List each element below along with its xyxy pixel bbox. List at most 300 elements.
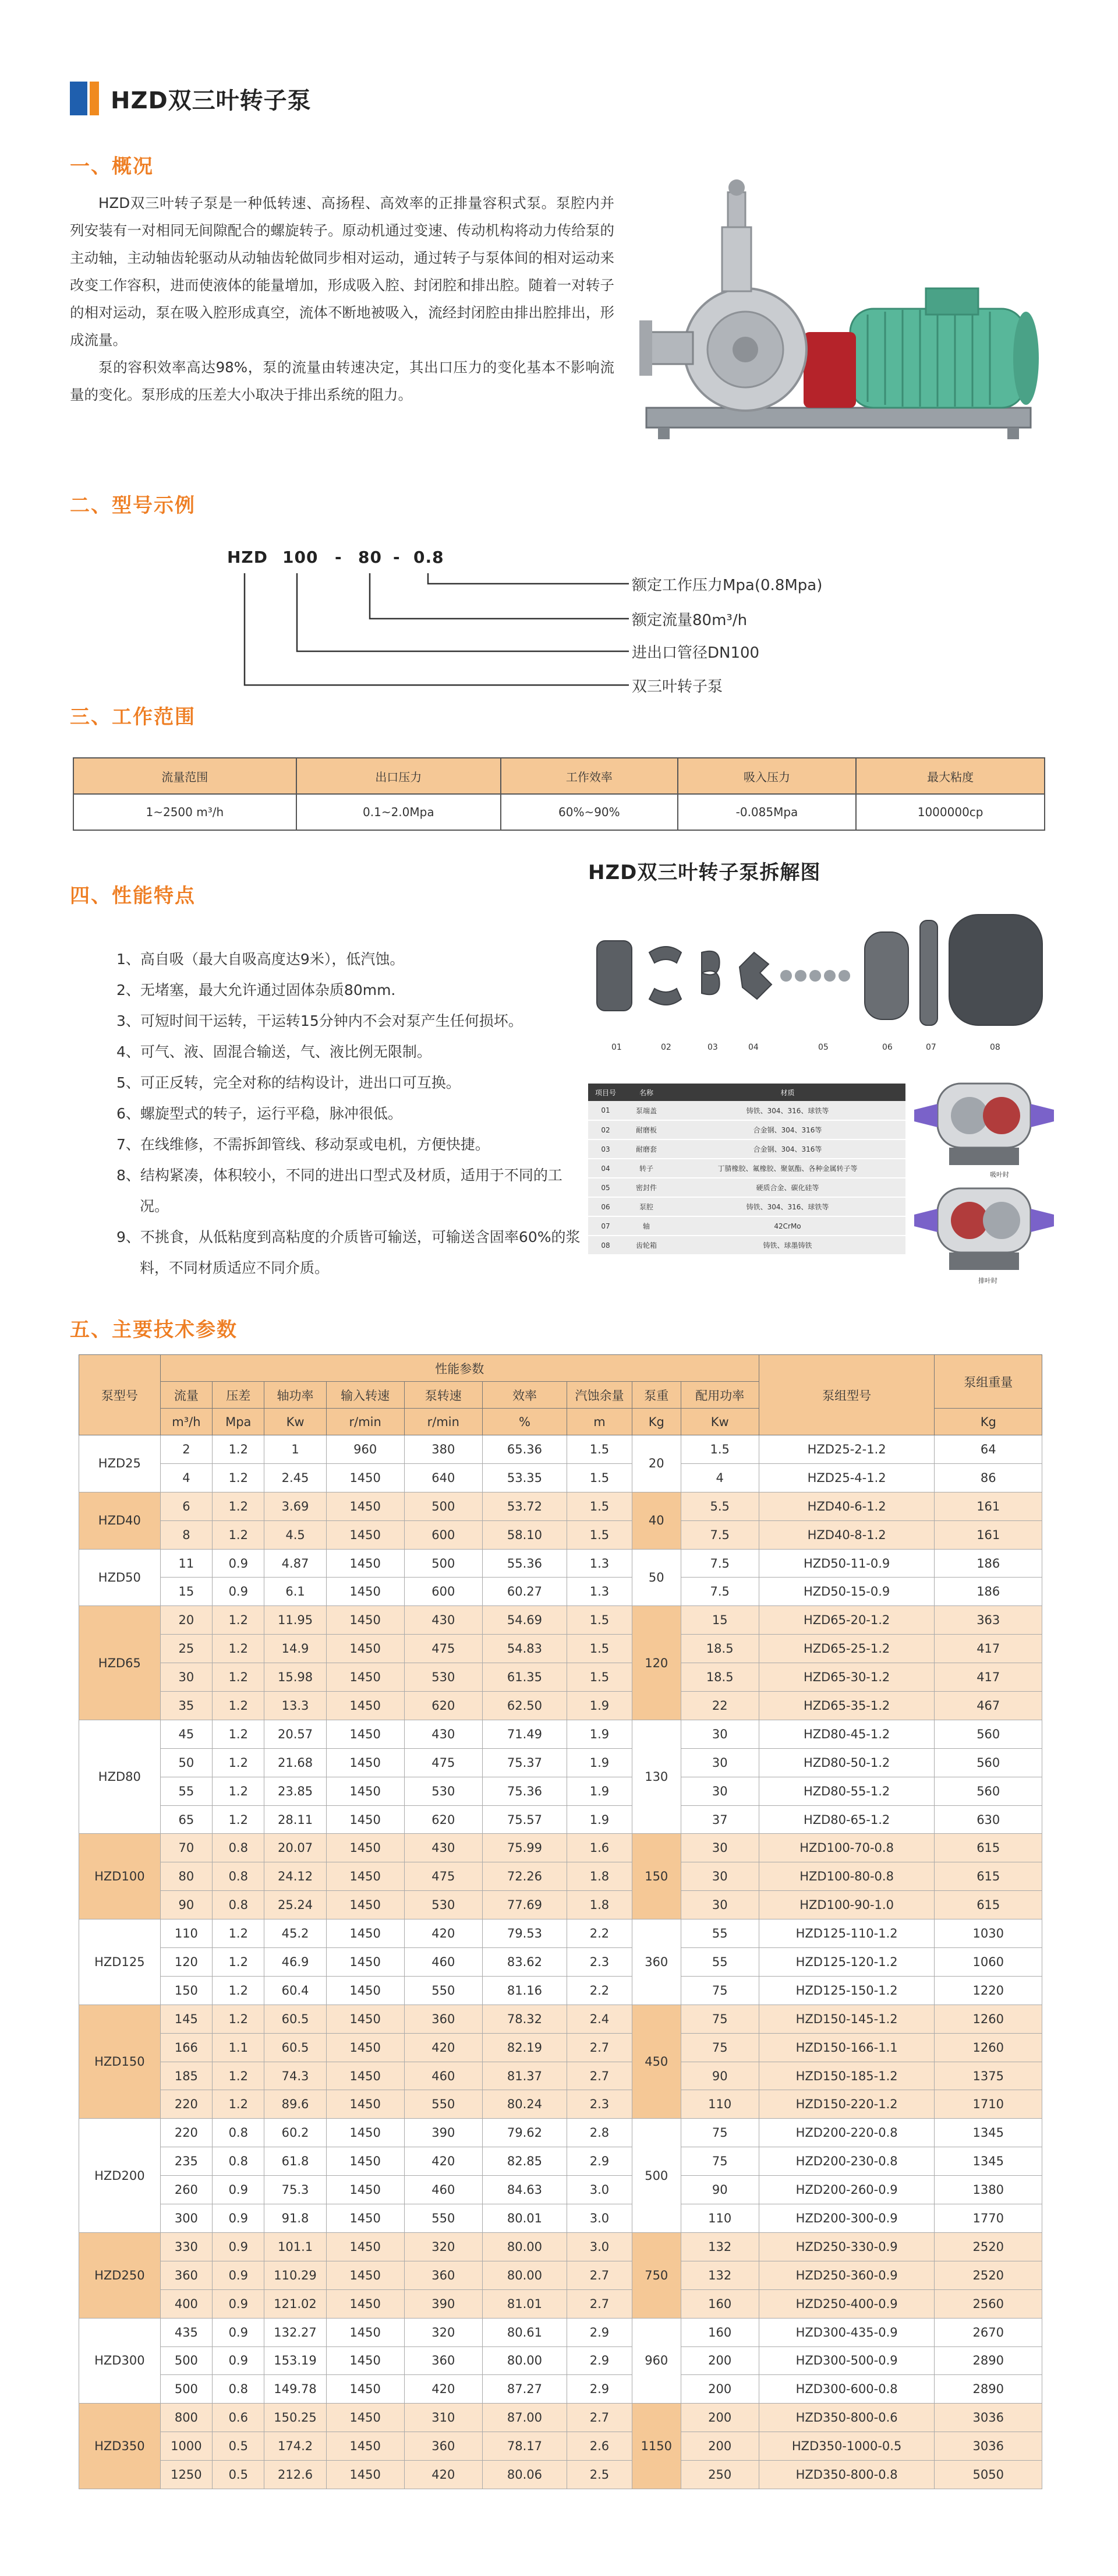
overview-text [70,189,614,408]
specs-unit-header: r/min [326,1409,404,1435]
specs-cell: 77.69 [482,1891,567,1919]
range-header: 工作效率 [501,758,678,794]
part-02-shape [649,947,681,1005]
specs-cell: 8 [160,1520,212,1549]
specs-row [79,2204,1042,2233]
specs-cell: 121.02 [264,2289,326,2318]
specs-cell: 80.00 [482,2346,567,2375]
specs-cell: 600 [404,1520,482,1549]
specs-row [79,2375,1042,2404]
specs-cell: 1 [264,1435,326,1464]
specs-cell: 400 [160,2289,212,2318]
specs-pump-model: HZD350 [79,2404,161,2489]
parts-cell: 合金钢、304、316等 [670,1139,905,1159]
specs-cell: 3.0 [567,2232,632,2261]
specs-unit-weight-cell: 1030 [935,1919,1042,1948]
specs-cell: 23.85 [264,1777,326,1805]
specs-cell: 420 [404,1919,482,1948]
title-mark-orange [90,82,99,115]
specs-cell: 0.8 [213,1862,264,1891]
specs-cell: 37 [681,1805,759,1834]
part-08-shape [949,915,1042,1025]
parts-cell: 01 [588,1101,623,1120]
model-desc-diameter: 进出口管径DN100 [632,644,760,662]
parts-cell: 泵腔 [623,1197,670,1216]
specs-cell: 90 [160,1891,212,1919]
specs-cell: 1.5 [567,1492,632,1520]
specs-unit-weight-cell: 1345 [935,2119,1042,2147]
specs-pump-weight: 50 [632,1549,681,1606]
parts-row [588,1236,905,1255]
specs-cell: 1450 [326,1492,404,1520]
parts-cell: 转子 [623,1159,670,1178]
parts-cell: 密封件 [623,1178,670,1197]
specs-unit-header: Mpa [213,1409,264,1435]
specs-cell: 2.6 [567,2432,632,2461]
parts-cell: 02 [588,1120,623,1139]
specs-cell: 55 [681,1919,759,1948]
specs-cell: 1450 [326,1919,404,1948]
specs-cell: 3.0 [567,2204,632,2233]
specs-unit-model-cell: HZD65-35-1.2 [759,1692,935,1720]
specs-row [79,2346,1042,2375]
specs-cell: 460 [404,1948,482,1977]
specs-row [79,2318,1042,2346]
specs-cell: 1450 [326,2261,404,2289]
specs-cell: 80.00 [482,2261,567,2289]
specs-cell: 2.9 [567,2147,632,2176]
specs-unit-model-cell: HZD300-435-0.9 [759,2318,935,2346]
specs-cell: 101.1 [264,2232,326,2261]
specs-cell: 0.9 [213,1549,264,1578]
specs-unit-model-cell: HZD125-120-1.2 [759,1948,935,1977]
specs-pump-model: HZD25 [79,1435,161,1492]
parts-row [588,1178,905,1197]
range-value: 0.1~2.0Mpa [296,794,501,830]
specs-row [79,1862,1042,1891]
specs-cell: 15 [160,1578,212,1606]
specs-cell: 7.5 [681,1549,759,1578]
specs-unit-weight-cell: 1710 [935,2090,1042,2119]
specs-cell: 2.45 [264,1463,326,1492]
specs-row [79,2090,1042,2119]
specs-cell: 0.9 [213,2261,264,2289]
specs-cell: 330 [160,2232,212,2261]
specs-cell: 80.24 [482,2090,567,2119]
specs-cell: 2.9 [567,2346,632,2375]
model-code-flow: 80 [358,548,382,567]
specs-cell: 1.2 [213,1976,264,2005]
specs-cell: 420 [404,2375,482,2404]
specs-cell: 0.9 [213,2204,264,2233]
specs-cell: 1.2 [213,1692,264,1720]
specs-cell: 110 [681,2090,759,2119]
specs-cell: 220 [160,2119,212,2147]
specs-unit-weight-cell: 186 [935,1549,1042,1578]
specs-cell: 1450 [326,1692,404,1720]
specs-cell: 75 [681,2147,759,2176]
specs-cell: 1450 [326,1720,404,1748]
specs-cell: 1450 [326,2432,404,2461]
specs-cell: 75.3 [264,2176,326,2204]
specs-unit-model-cell: HZD350-1000-0.5 [759,2432,935,2461]
specs-cell: 1.2 [213,1463,264,1492]
specs-unit-model-cell: HZD65-20-1.2 [759,1606,935,1635]
specs-cell: 1.9 [567,1748,632,1777]
specs-unit-weight-cell: 2560 [935,2289,1042,2318]
specs-cell: 1450 [326,2404,404,2432]
overview-paragraph-1: HZD双三叶转子泵是一种低转速、高扬程、高效率的正排量容积式泵。泵腔内并列安装有一对相同无间隙配合的螺旋转子。原动机通过变速、传动机构将动力传给泵的主动轴，主动轴齿轮驱动从动轴齿轮做同步相对运动，通过转子与泵体间的相对运动来改变工作容积，进而使液体的能量增加，形成吸入腔、封闭腔和排出腔。随着一对转子的相对运动，泵在吸入腔形成真空，流体不断地被吸入，流经封闭腔由排出腔排出，形成流量。 [70,195,614,348]
specs-cell: 166 [160,2033,212,2062]
specs-cell: 3.69 [264,1492,326,1520]
model-heading: 二、型号示例 [70,494,196,517]
specs-cell: 1450 [326,1976,404,2005]
specs-cell: 1450 [326,2346,404,2375]
specs-cell: 55.36 [482,1549,567,1578]
specs-unit-weight-cell: 417 [935,1663,1042,1692]
feature-item: 4、可气、液、固混合输送，气、液比例无限制。 [116,1043,431,1060]
specs-cell: 1450 [326,1891,404,1919]
specs-row [79,1435,1042,1464]
specs-cell: 61.35 [482,1663,567,1692]
parts-cell: 42CrMo [670,1216,905,1236]
specs-unit-weight-cell: 417 [935,1635,1042,1663]
specs-cell: 0.8 [213,1891,264,1919]
specs-unit-model-cell: HZD80-65-1.2 [759,1805,935,1834]
specs-cell: 30 [160,1663,212,1692]
specs-unit-weight-cell: 560 [935,1777,1042,1805]
specs-row [79,2062,1042,2090]
specs-pump-model: HZD200 [79,2119,161,2233]
specs-cell: 20 [160,1606,212,1635]
parts-cell: 合金钢、304、316等 [670,1120,905,1139]
specs-cell: 7.5 [681,1520,759,1549]
specs-cell: 90 [681,2062,759,2090]
specs-row [79,1805,1042,1834]
specs-row [79,2461,1042,2489]
specs-cell: 530 [404,1891,482,1919]
specs-col-header: 轴功率 [264,1382,326,1409]
specs-cell: 30 [681,1862,759,1891]
specs-cell: 1.5 [567,1635,632,1663]
specs-cell: 110 [681,2204,759,2233]
specs-pump-weight: 20 [632,1435,681,1492]
exploded-view-diagram [585,897,1051,1072]
specs-cell: 60.2 [264,2119,326,2147]
specs-cell: 60.5 [264,2005,326,2033]
specs-cell: 13.3 [264,1692,326,1720]
specs-cell: 4.5 [264,1520,326,1549]
specs-cell: 1450 [326,2062,404,2090]
specs-cell: 75 [681,2119,759,2147]
specs-unit-model-cell: HZD40-6-1.2 [759,1492,935,1520]
specs-cell: 1450 [326,2289,404,2318]
specs-col-header: 泵转速 [404,1382,482,1409]
specs-cell: 53.35 [482,1463,567,1492]
specs-cell: 1.2 [213,2090,264,2119]
specs-cell: 960 [326,1435,404,1464]
feature-item: 2、无堵塞，最大允许通过固体杂质80mm. [116,982,396,998]
model-example-diagram [227,548,926,711]
specs-cell: 1.5 [681,1435,759,1464]
specs-cell: 50 [160,1748,212,1777]
specs-cell: 530 [404,1777,482,1805]
specs-cell: 550 [404,2204,482,2233]
specs-cell: 75.36 [482,1777,567,1805]
specs-col-header: 流量 [160,1382,212,1409]
specs-cell: 475 [404,1748,482,1777]
specs-cell: 70 [160,1834,212,1862]
specs-unit-model-cell: HZD150-145-1.2 [759,2005,935,2033]
specs-cell: 1.9 [567,1692,632,1720]
specs-cell: 300 [160,2204,212,2233]
specs-pump-weight: 1150 [632,2404,681,2489]
specs-cell: 35 [160,1692,212,1720]
specs-cell: 132 [681,2232,759,2261]
specs-cell: 600 [404,1578,482,1606]
specs-cell: 1.2 [213,1435,264,1464]
specs-cell: 1450 [326,1834,404,1862]
parts-row [588,1216,905,1236]
exploded-view-title: HZD双三叶转子泵拆解图 [588,861,821,884]
specs-cell: 1450 [326,1805,404,1834]
specs-unit-header: % [482,1409,567,1435]
specs-cell: 1.2 [213,1520,264,1549]
specs-unit-model-cell: HZD65-25-1.2 [759,1635,935,1663]
specs-pump-weight: 130 [632,1720,681,1834]
specs-row [79,1748,1042,1777]
parts-cell: 07 [588,1216,623,1236]
specs-cell: 0.9 [213,2232,264,2261]
specs-cell: 1.2 [213,1748,264,1777]
specs-cell: 84.63 [482,2176,567,2204]
specs-cell: 28.11 [264,1805,326,1834]
specs-cell: 24.12 [264,1862,326,1891]
specs-unit-model-cell: HZD100-90-1.0 [759,1891,935,1919]
parts-cell: 丁腈橡胶、氟橡胶、聚氨酯、各种金属转子等 [670,1159,905,1178]
parts-cell: 03 [588,1139,623,1159]
feature-item: 3、可短时间干运转，干运转15分钟内不会对泵产生任何损坏。 [116,1012,523,1029]
specs-unit-weight-cell: 161 [935,1492,1042,1520]
specs-unit-model-cell: HZD80-45-1.2 [759,1720,935,1748]
specs-cell: 72.26 [482,1862,567,1891]
specs-pump-weight: 450 [632,2005,681,2119]
specs-cell: 80.00 [482,2232,567,2261]
specs-unit-weight-cell: 186 [935,1578,1042,1606]
overview-heading: 一、概况 [70,155,154,178]
specs-cell: 1.8 [567,1862,632,1891]
specs-unit-weight-cell: 363 [935,1606,1042,1635]
specs-cell: 1450 [326,2375,404,2404]
specs-cell: 1.3 [567,1549,632,1578]
specs-unit-weight-cell: 560 [935,1748,1042,1777]
specs-unit-header: Kw [681,1409,759,1435]
specs-unit-model-cell: HZD50-15-0.9 [759,1578,935,1606]
specs-cell: 1.2 [213,1919,264,1948]
specs-col-header: 泵重 [632,1382,681,1409]
specs-pump-weight: 120 [632,1606,681,1720]
specs-pump-model: HZD65 [79,1606,161,1720]
specs-unit-model-cell: HZD150-185-1.2 [759,2062,935,2090]
feature-item: 9、不挑食，从低粘度到高粘度的介质皆可输送，可输送含固率60%的浆料，不同材质适应不同介质。 [116,1229,581,1276]
rotor-cross-section-diagram [914,1078,1054,1287]
part-label: 01 [611,1043,622,1052]
specs-unit-model-cell: HZD125-150-1.2 [759,1976,935,2005]
specs-cell: 20.07 [264,1834,326,1862]
specs-cell: 110.29 [264,2261,326,2289]
specs-cell: 2.7 [567,2404,632,2432]
specs-pump-weight: 360 [632,1919,681,2005]
specs-cell: 81.16 [482,1976,567,2005]
parts-cell: 铸铁、304、316、球铁等 [670,1197,905,1216]
specs-unit-model-cell: HZD25-2-1.2 [759,1435,935,1464]
specs-cell: 18.5 [681,1663,759,1692]
specs-cell: 30 [681,1720,759,1748]
parts-material-table [588,1084,905,1255]
specs-cell: 420 [404,2033,482,2062]
specs-cell: 79.53 [482,1919,567,1948]
specs-cell: 1450 [326,1549,404,1578]
specs-unit-weight-cell: 560 [935,1720,1042,1748]
specs-cell: 420 [404,2461,482,2489]
specs-cell: 2.2 [567,1919,632,1948]
specs-cell: 435 [160,2318,212,2346]
specs-cell: 1.5 [567,1463,632,1492]
specs-cell: 110 [160,1919,212,1948]
specs-cell: 200 [681,2346,759,2375]
specs-cell: 430 [404,1720,482,1748]
specs-unit-weight-cell: 86 [935,1463,1042,1492]
specs-cell: 79.62 [482,2119,567,2147]
specs-cell: 1.2 [213,1663,264,1692]
specs-cell: 30 [681,1891,759,1919]
specs-cell: 80.61 [482,2318,567,2346]
specs-cell: 75 [681,2033,759,2062]
part-label: 05 [818,1043,829,1052]
specs-unit-weight-cell: 615 [935,1862,1042,1891]
specs-cell: 1450 [326,1635,404,1663]
specs-cell: 550 [404,2090,482,2119]
specs-row [79,1549,1042,1578]
specs-unit-model-cell: HZD300-500-0.9 [759,2346,935,2375]
specs-cell: 15.98 [264,1663,326,1692]
specs-cell: 149.78 [264,2375,326,2404]
specs-unit-model-cell: HZD200-230-0.8 [759,2147,935,2176]
specs-cell: 91.8 [264,2204,326,2233]
specs-cell: 2.9 [567,2318,632,2346]
cross-label-suction: 吸叶时 [990,1171,1009,1178]
specs-cell: 5.5 [681,1492,759,1520]
parts-row [588,1197,905,1216]
specs-cell: 71.49 [482,1720,567,1748]
specs-row [79,1891,1042,1919]
specs-cell: 1.1 [213,2033,264,2062]
specs-unit-weight-cell: 1260 [935,2033,1042,2062]
specs-cell: 150.25 [264,2404,326,2432]
specs-cell: 11.95 [264,1606,326,1635]
parts-cell: 泵端盖 [623,1101,670,1120]
specs-cell: 2.7 [567,2033,632,2062]
model-code-dash-1: - [335,548,342,567]
specs-cell: 74.3 [264,2062,326,2090]
specs-cell: 21.68 [264,1748,326,1777]
specs-row [79,2404,1042,2432]
specs-cell: 2.7 [567,2062,632,2090]
specs-pump-model: HZD100 [79,1834,161,1919]
specs-cell: 11 [160,1549,212,1578]
specs-cell: 46.9 [264,1948,326,1977]
parts-cell: 耐磨套 [623,1139,670,1159]
part-03-shape [702,951,720,994]
specs-cell: 220 [160,2090,212,2119]
specs-cell: 1250 [160,2461,212,2489]
specs-col-header: 配用功率 [681,1382,759,1409]
specs-cell: 20.57 [264,1720,326,1748]
specs-row [79,1492,1042,1520]
specs-cell: 132.27 [264,2318,326,2346]
specs-header-unit-weight: 泵组重量 [935,1355,1042,1409]
parts-header: 名称 [623,1084,670,1101]
specs-cell: 1000 [160,2432,212,2461]
model-desc-flow: 额定流量80m³/h [632,612,748,629]
specs-unit-model-cell: HZD250-330-0.9 [759,2232,935,2261]
specs-unit-weight-cell: 2890 [935,2346,1042,2375]
specs-unit-weight-cell: 615 [935,1834,1042,1862]
specs-cell: 83.62 [482,1948,567,1977]
specs-cell: 58.10 [482,1520,567,1549]
page-title-bar [70,82,312,115]
specs-cell: 1450 [326,2176,404,2204]
specs-unit-model-cell: HZD80-55-1.2 [759,1777,935,1805]
specs-cell: 235 [160,2147,212,2176]
parts-cell: 08 [588,1236,623,1255]
specs-cell: 145 [160,2005,212,2033]
specs-unit-model-cell: HZD150-166-1.1 [759,2033,935,2062]
specs-cell: 160 [681,2318,759,2346]
specs-cell: 0.9 [213,2318,264,2346]
specs-unit-weight-unit: Kg [935,1409,1042,1435]
range-value: -0.085Mpa [678,794,857,830]
specs-unit-model-cell: HZD350-800-0.6 [759,2404,935,2432]
specs-cell: 0.8 [213,2147,264,2176]
specs-cell: 25 [160,1635,212,1663]
model-leader-lines [227,548,926,711]
specs-unit-weight-cell: 1260 [935,2005,1042,2033]
specs-cell: 0.6 [213,2404,264,2432]
features-heading: 四、性能特点 [70,884,196,908]
specs-cell: 78.17 [482,2432,567,2461]
parts-cell: 04 [588,1159,623,1178]
range-value: 1~2500 m³/h [73,794,296,830]
specs-cell: 0.5 [213,2432,264,2461]
specs-cell: 0.8 [213,2375,264,2404]
specs-row [79,2432,1042,2461]
part-label: 08 [990,1043,1000,1052]
specs-cell: 2.2 [567,1976,632,2005]
specs-cell: 1.3 [567,1578,632,1606]
specs-pump-model: HZD80 [79,1720,161,1834]
specs-unit-weight-cell: 3036 [935,2404,1042,2432]
specs-row [79,1663,1042,1692]
specs-cell: 320 [404,2232,482,2261]
specs-cell: 420 [404,2147,482,2176]
specs-header-pump-model: 泵型号 [79,1355,161,1435]
specs-cell: 430 [404,1834,482,1862]
range-value: 1000000cp [856,794,1045,830]
range-header: 出口压力 [296,758,501,794]
part-label: 07 [926,1043,936,1052]
specs-pump-weight: 500 [632,2119,681,2233]
